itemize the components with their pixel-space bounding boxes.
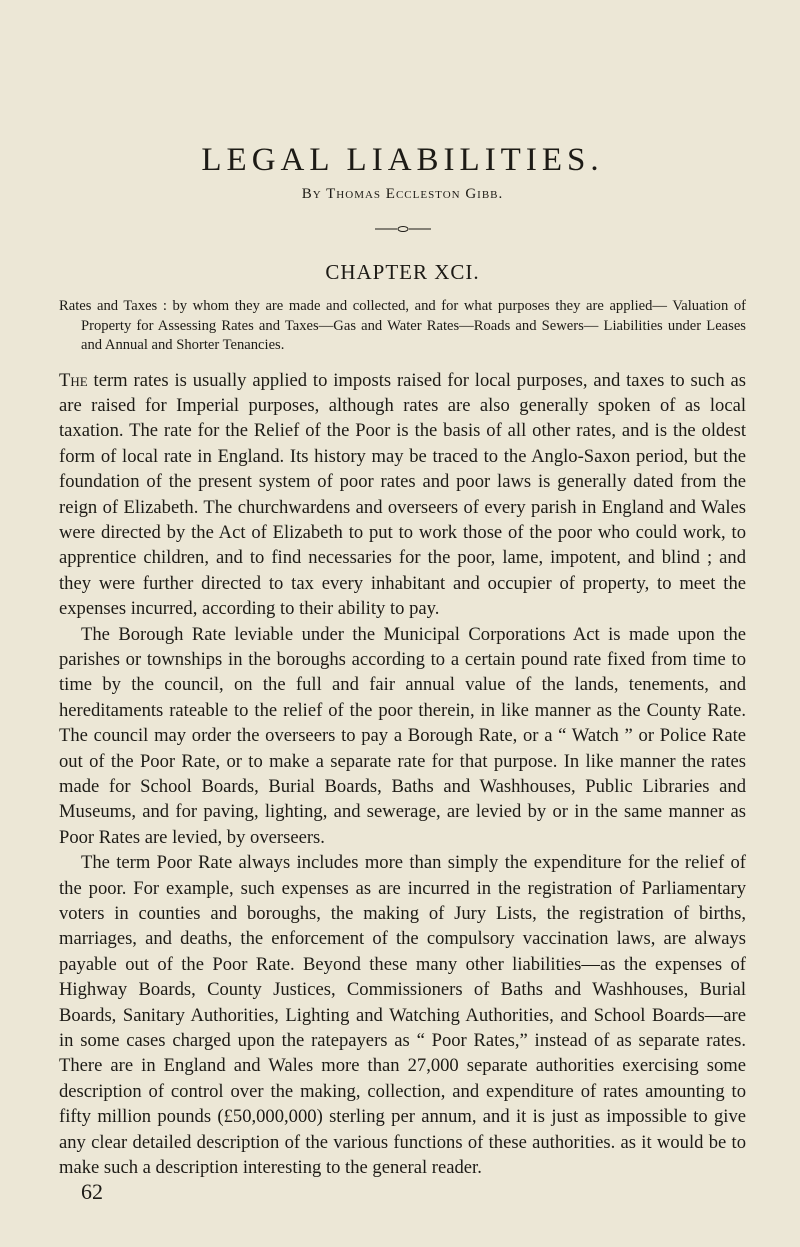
article-body: [59, 368, 746, 1181]
body-paragraph: The term Poor Rate always includes more than simply the expenditure for the relief of the poor. For example, such expenses as are incurred in the registration of Parliamentary voters in counties and boroughs, the making of Jury Lists, the registration of births, marriages, and deaths, the enforcement of the compulsory vaccination laws, are always payable out of the Poor Rate. Beyond these many other liabilities—as the expenses of Highway Boards, County Justices, Commissioners of Baths and Washhouses, Burial Boards, Sanitary Authorities, Lighting and Watching Authorities, and School Boards—are in some cases charged upon the ratepayers as “ Poor Rates,” instead of as separate rates. There are in England and Wales more than 27,000 separate authorities exercising some description of control over the making, collection, and expenditure of rates amounting to fifty million pounds (£50,000,000) sterling per annum, and it is just as impossible to give any clear detailed description of the various functions of these authorities. as it would be to make such a description interesting to the general reader.: [59, 852, 746, 1179]
author-byline: By Thomas Eccleston Gibb.: [301, 186, 504, 202]
lead-word: The: [59, 369, 88, 391]
chapter-heading: CHAPTER XCI.: [325, 260, 480, 284]
body-paragraph: [59, 368, 746, 622]
article-title: LEGAL LIABILITIES.: [201, 142, 604, 178]
paragraph-text: term rates is usually applied to imposts raised for local purposes, and taxes to such as are raised for Imperial purposes, although rates are also generally spoken of as local taxation. The rate for the Relief of the Poor is the basis of all other rates, and is the oldest form of local rate in England. Its history may be traced to the Anglo-Saxon period, but the foundation of the present system of poor rates and poor laws is generally dated from the reign of Elizabeth. The churchwardens and overseers of every parish in England and Wales were directed by the Act of Elizabeth to put to work those of the poor who could work, to apprentice children, and to find necessaries for the poor, lame, impotent, and blind ; and they were further directed to tax every inhabitant and occupier of property, to meet the expenses incurred, according to their ability to pay.: [59, 369, 746, 620]
chapter-summary: Rates and Taxes : by whom they are made and collected, and for what purposes they are applied— Valuation of Property for Assessing Rates and Taxes—Gas and Water Rates—Roads and Sewers— Liabilities under Leases and Annual and Shorter Tenancies.: [59, 298, 746, 353]
page-number: 62: [81, 1178, 103, 1204]
divider-ornament-icon: [373, 225, 433, 233]
body-paragraph: The Borough Rate leviable under the Municipal Corporations Act is made upon the parishes or townships in the boroughs according to a certain pound rate fixed from time to time by the council, on the full and fair annual value of the lands, tenements, and hereditaments rateable to the relief of the poor therein, in like manner as the County Rate. The council may order the overseers to pay a Borough Rate, or a “ Watch ” or Police Rate out of the Poor Rate, or to make a separate rate for that purpose. In like manner the rates made for School Boards, Burial Boards, Baths and Washhouses, Public Libraries and Museums, and for paving, lighting, and sewerage, are levied by or in the same manner as Poor Rates are levied, by overseers.: [59, 623, 746, 848]
